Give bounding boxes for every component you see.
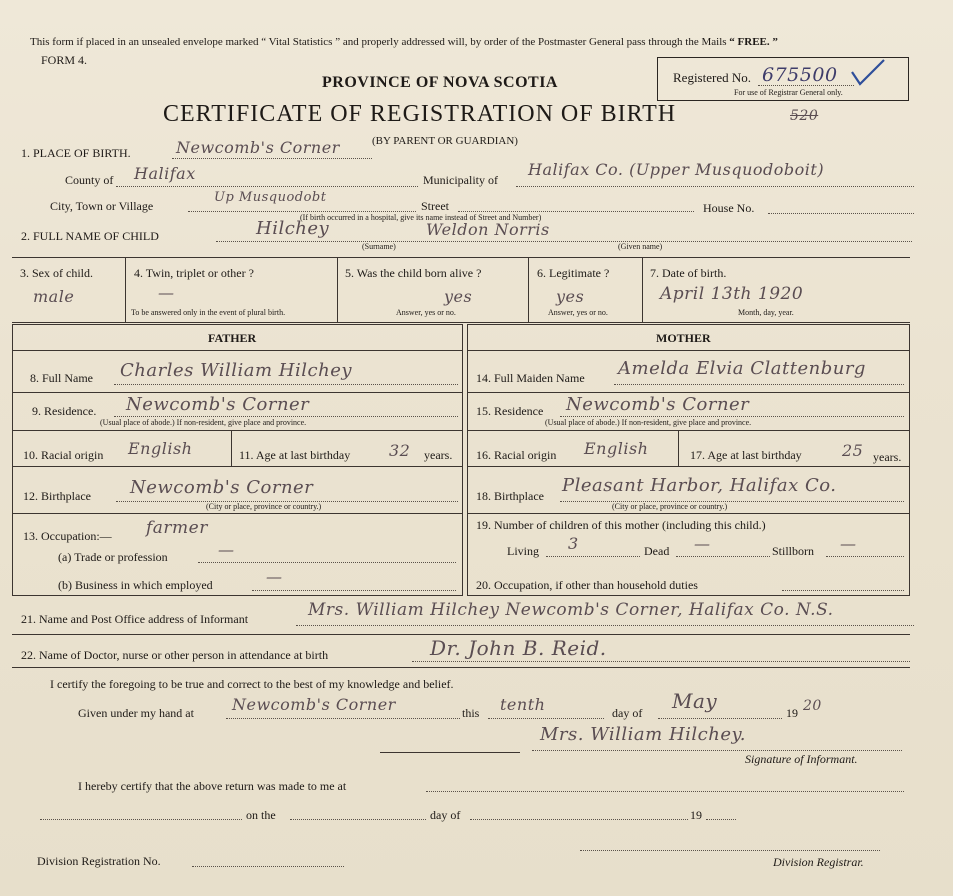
county-value: Halifax [134, 164, 196, 183]
father-occupation-label: 13. Occupation:— [23, 529, 112, 543]
mother-rule [467, 513, 910, 514]
informant-value: Mrs. William Hilchey Newcomb's Corner, Halifax Co. N.S. [308, 600, 834, 620]
father-years: years. [424, 448, 453, 462]
county-label: County of [65, 173, 114, 187]
father-racial-label: 10. Racial origin [23, 448, 104, 462]
registrar-day-of: day of [430, 808, 461, 822]
father-name-dots [114, 384, 458, 385]
father-rule [12, 392, 463, 393]
mother-racial-label: 16. Racial origin [476, 448, 557, 462]
row3-bottom-rule [12, 322, 910, 323]
father-residence-note: (Usual place of abode.) If non-resident, give place and province. [100, 418, 307, 427]
row3-divider [337, 257, 338, 322]
sex-value: male [33, 287, 75, 306]
mother-rule [467, 392, 910, 393]
given-place-dots [226, 718, 460, 719]
mother-rule [467, 430, 910, 431]
place-of-birth-label: 1. PLACE OF BIRTH. [21, 146, 131, 160]
twin-label: 4. Twin, triplet or other ? [134, 266, 254, 280]
father-trade-dots [198, 562, 456, 563]
father-business-value: — [266, 567, 283, 586]
certify-statement: I certify the foregoing to be true and correct to the best of my knowledge and belief. [50, 677, 454, 691]
municipality-dots [516, 186, 914, 187]
registrar-statement: I hereby certify that the above return was made to me at [78, 779, 347, 793]
municipality-value: Halifax Co. (Upper Musquodoboit) [528, 160, 825, 179]
house-dots [768, 213, 914, 214]
hospital-note: (If birth occurred in a hospital, give its name instead of Street and Number) [300, 213, 542, 222]
doctor-dots [412, 661, 910, 662]
mother-residence-note: (Usual place of abode.) If non-resident, give place and province. [545, 418, 752, 427]
father-racial-value: English [128, 439, 193, 458]
alive-label: 5. Was the child born alive ? [345, 266, 482, 280]
father-residence-value: Newcomb's Corner [126, 394, 310, 415]
father-rule [12, 430, 463, 431]
date-value: April 13th 1920 [660, 284, 804, 304]
informant-label: 21. Name and Post Office address of Informant [21, 612, 249, 626]
date-note: Month, day, year. [738, 308, 794, 317]
registered-dots [758, 85, 854, 86]
division-registrar-dots [580, 850, 880, 851]
given-under-label: Given under my hand at [78, 706, 194, 720]
registered-label: Registered No. [673, 70, 751, 85]
struck-number: 520 [790, 108, 819, 124]
signature-caption: Signature of Informant. [745, 752, 858, 766]
child-given-value: Weldon Norris [426, 220, 550, 239]
father-residence-label: 9. Residence. [32, 404, 97, 418]
father-heading: FATHER [208, 331, 257, 345]
father-age-value: 32 [389, 441, 411, 460]
mother-birthplace-value: Pleasant Harbor, Halifax Co. [562, 475, 837, 496]
registrar-on-the: on the [246, 808, 276, 822]
mother-name-dots [614, 384, 904, 385]
doctor-value: Dr. John B. Reid. [430, 636, 607, 660]
mother-name-label: 14. Full Maiden Name [476, 371, 585, 385]
registrar-pre-dots [40, 819, 242, 820]
father-trade-value: — [218, 540, 235, 559]
father-birthplace-value: Newcomb's Corner [130, 477, 314, 498]
registrar-day-dots [290, 819, 426, 820]
mother-residence-value: Newcomb's Corner [566, 394, 750, 415]
row3-divider [125, 257, 126, 322]
twin-value: — [158, 283, 175, 302]
city-label: City, Town or Village [50, 199, 154, 213]
date-label: 7. Date of birth. [650, 266, 727, 280]
father-heading-rule [12, 350, 463, 351]
father-birthplace-label: 12. Birthplace [23, 489, 91, 503]
sex-label: 3. Sex of child. [20, 266, 93, 280]
mother-heading: MOTHER [656, 331, 711, 345]
father-residence-dots [114, 416, 458, 417]
registrar-note: For use of Registrar General only. [734, 88, 843, 97]
living-value: 3 [568, 534, 579, 553]
mother-occupation-dots [782, 590, 904, 591]
county-dots [116, 186, 418, 187]
division-no-dots [192, 866, 344, 867]
mother-rule [467, 466, 910, 467]
mother-name-value: Amelda Elvia Clattenburg [618, 358, 866, 379]
month-value: May [672, 689, 718, 713]
father-trade-label: (a) Trade or profession [58, 550, 168, 564]
checkmark-icon [848, 58, 888, 88]
registrar-month-dots [470, 819, 688, 820]
registrar-year-dots [706, 819, 736, 820]
mother-years: years. [873, 450, 902, 464]
legitimate-value: yes [556, 287, 585, 306]
by-parent-note: (BY PARENT OR GUARDIAN) [372, 135, 518, 147]
mother-children-label: 19. Number of children of this mother (including this child.) [476, 518, 766, 532]
division-registrar-caption: Division Registrar. [773, 855, 864, 869]
dead-value: — [694, 534, 711, 553]
doctor-rule [12, 667, 910, 668]
father-business-label: (b) Business in which employed [58, 578, 213, 592]
row3-divider [528, 257, 529, 322]
child-surname-value: Hilchey [256, 218, 330, 239]
given-place-value: Newcomb's Corner [232, 695, 396, 714]
place-of-birth-value: Newcomb's Corner [176, 138, 340, 157]
living-dots [546, 556, 640, 557]
day-value: tenth [500, 695, 546, 714]
day-of-label: day of [612, 706, 643, 720]
mother-age-value: 25 [842, 441, 864, 460]
legitimate-note: Answer, yes or no. [548, 308, 608, 317]
stillborn-label: Stillborn [772, 544, 815, 558]
dead-label: Dead [644, 544, 670, 558]
this-label: this [462, 706, 480, 720]
father-rule [12, 513, 463, 514]
day-dots [488, 718, 604, 719]
stillborn-value: — [840, 534, 857, 553]
informant-signature: Mrs. William Hilchey. [540, 724, 746, 745]
row3-top-rule [12, 257, 910, 258]
living-label: Living [507, 544, 539, 558]
father-birthplace-note: (City or place, province or country.) [206, 502, 322, 511]
father-name-value: Charles William Hilchey [120, 360, 353, 381]
informant-rule [12, 634, 910, 635]
mother-age-divider [678, 430, 679, 466]
given-caption: (Given name) [618, 242, 663, 251]
registered-number: 675500 [762, 64, 838, 86]
father-name-label: 8. Full Name [30, 371, 93, 385]
child-name-dots [216, 241, 912, 242]
father-age-label: 11. Age at last birthday [239, 448, 351, 462]
registrar-year-prefix: 19 [690, 808, 702, 822]
mother-occupation-label: 20. Occupation, if other than household duties [476, 578, 698, 592]
division-no-label: Division Registration No. [37, 854, 161, 868]
house-label: House No. [703, 201, 755, 215]
signature-dots [532, 750, 902, 751]
surname-caption: (Surname) [362, 242, 396, 251]
father-business-dots [252, 590, 456, 591]
witness-line [380, 752, 520, 753]
father-age-divider [231, 430, 232, 466]
place-dots [172, 158, 372, 159]
father-rule [12, 466, 463, 467]
alive-note: Answer, yes or no. [396, 308, 456, 317]
mother-residence-dots [560, 416, 904, 417]
street-label: Street [421, 199, 449, 213]
certificate-title: CERTIFICATE OF REGISTRATION OF BIRTH [163, 101, 677, 127]
legitimate-label: 6. Legitimate ? [537, 266, 610, 280]
form-number: FORM 4. [41, 53, 88, 67]
dead-dots [676, 556, 770, 557]
city-value: Up Musquodobt [214, 190, 327, 205]
mail-notice: This form if placed in an unsealed envelope marked “ Vital Statistics ” and properly addressed will, by order of the Postmaster General pass through the Mails “ FREE. ” [30, 36, 778, 48]
twin-note: To be answered only in the event of plural birth. [131, 308, 286, 317]
mother-birthplace-label: 18. Birthplace [476, 489, 544, 503]
father-occupation-value: farmer [146, 518, 208, 538]
mother-residence-label: 15. Residence [476, 404, 544, 418]
row3-divider [642, 257, 643, 322]
child-name-label: 2. FULL NAME OF CHILD [21, 229, 159, 243]
year-prefix: 19 [786, 706, 798, 720]
stillborn-dots [826, 556, 904, 557]
municipality-label: Municipality of [423, 173, 498, 187]
mother-heading-rule [467, 350, 910, 351]
informant-dots [296, 625, 914, 626]
mother-racial-value: English [584, 439, 649, 458]
alive-value: yes [444, 287, 473, 306]
province-heading: PROVINCE OF NOVA SCOTIA [322, 74, 558, 91]
mother-birthplace-note: (City or place, province or country.) [612, 502, 728, 511]
doctor-label: 22. Name of Doctor, nurse or other person in attendance at birth [21, 648, 329, 662]
month-dots [658, 718, 782, 719]
street-dots [458, 211, 694, 212]
registrar-place-dots [426, 791, 904, 792]
city-dots [188, 211, 416, 212]
mother-age-label: 17. Age at last birthday [690, 448, 802, 462]
year-value: 20 [803, 698, 822, 714]
